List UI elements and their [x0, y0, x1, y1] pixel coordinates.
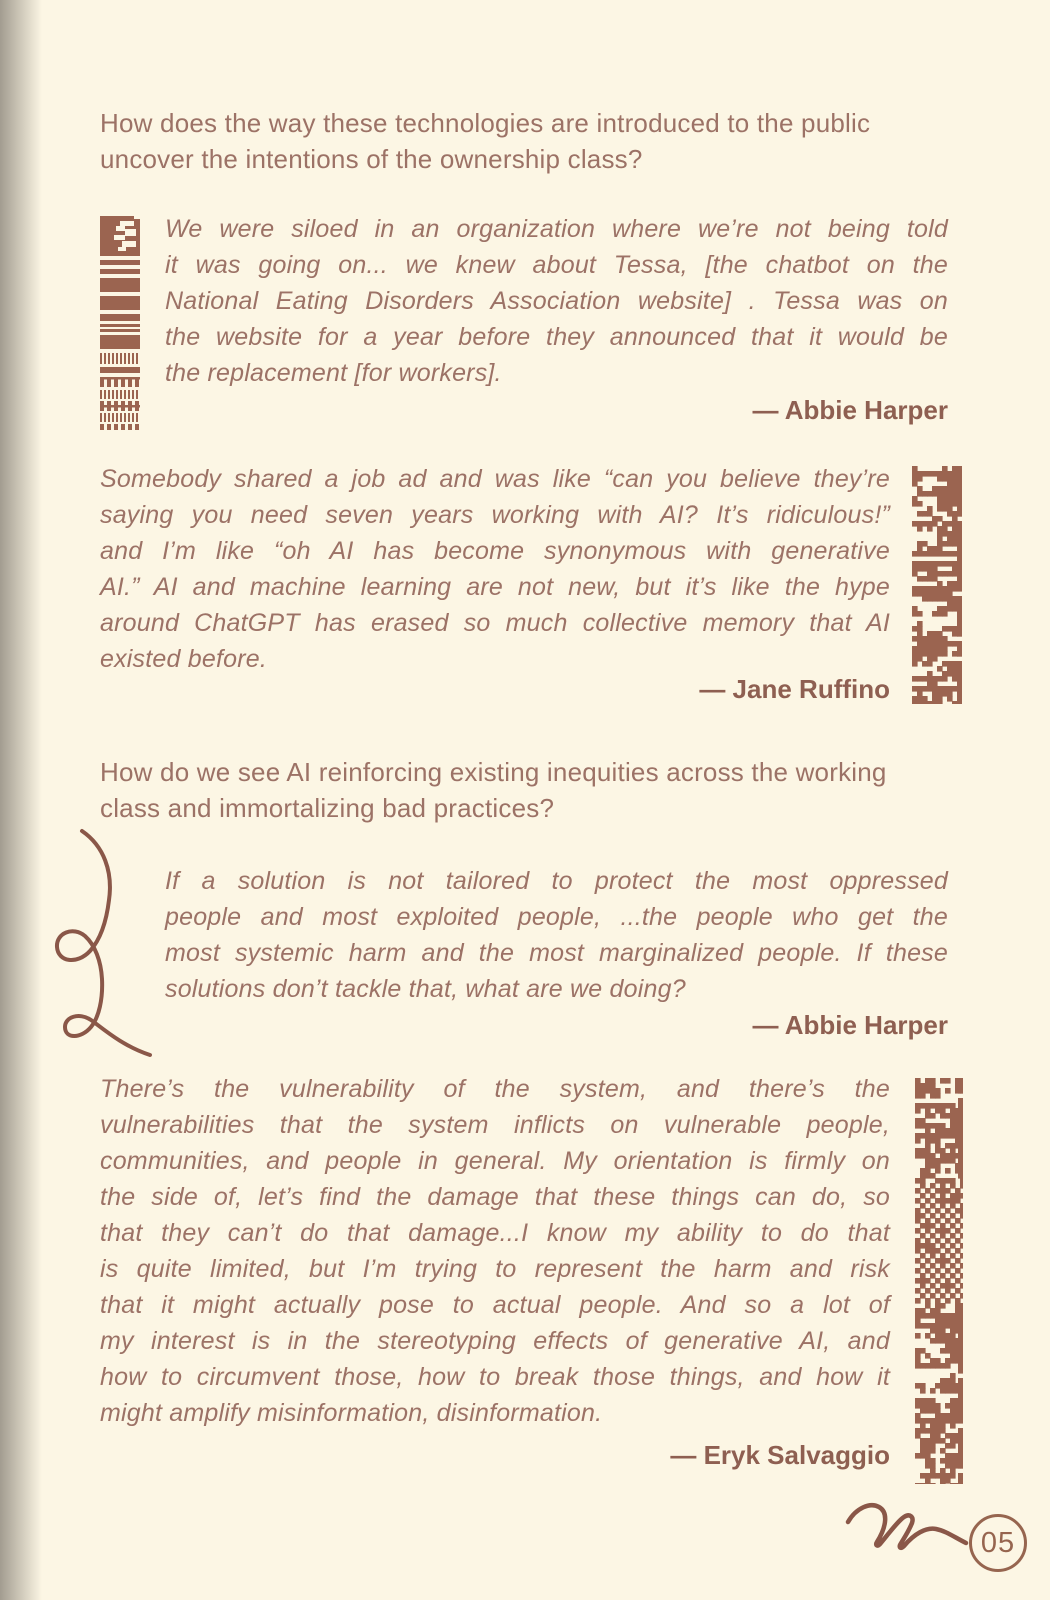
text-line: AI.” AI and machine learning are not new, but it’s like the hype [100, 573, 890, 601]
text-line: is quite limited, but I’m trying to represent the harm and risk [100, 1255, 890, 1283]
text-line: uncover the intentions of the ownership class? [100, 144, 643, 174]
text-line: If a solution is not tailored to protect the most oppressed [165, 867, 948, 895]
text-line: saying you need seven years working with AI? It’s ridiculous!” [100, 501, 890, 529]
handwritten-squiggle-mark-icon [842, 1498, 972, 1558]
text-line: We were siloed in an organization where we’re not being told [165, 215, 948, 243]
page-number-badge [969, 1514, 1027, 1572]
text-line: most systemic harm and the most marginalized people. If these [165, 939, 948, 967]
text-line: vulnerabilities that the system inflicts on vulnerable people, [100, 1111, 890, 1139]
attribution-eryk-salvaggio: — Eryk Salvaggio [670, 1440, 890, 1470]
text-line: the side of, let’s find the damage that these things can do, so [100, 1183, 890, 1211]
text-line: people and most exploited people, ...the people who get the [165, 903, 948, 931]
text-line: class and immortalizing bad practices? [100, 793, 555, 823]
attribution-jane-ruffino: — Jane Ruffino [699, 674, 890, 704]
page-number: 05 [980, 1526, 1016, 1559]
page-fold-shadow [0, 0, 42, 1600]
quote-eryk-salvaggio [100, 1071, 890, 1431]
quote-abbie-harper-2 [165, 863, 948, 1007]
text-line: the replacement [for workers]. [165, 359, 502, 387]
quote-abbie-harper-1 [165, 211, 948, 391]
quote-jane-ruffino [100, 461, 890, 677]
text-line: Somebody shared a job ad and was like “can you believe they’re [100, 465, 890, 493]
text-line: existed before. [100, 645, 267, 673]
text-line: my interest is in the stereotyping effects of generative AI, and [100, 1327, 890, 1355]
text-line: How do we see AI reinforcing existing inequities across the working [100, 757, 887, 787]
attribution-abbie-harper-2: — Abbie Harper [752, 1010, 948, 1040]
question-2 [100, 754, 980, 826]
text-line: how to circumvent those, how to break those things, and how it [100, 1363, 890, 1391]
text-line: and I’m like “oh AI has become synonymous with generative [100, 537, 890, 565]
text-line: the website for a year before they announced that it would be [165, 323, 948, 351]
text-line: might amplify misinformation, disinformation. [100, 1399, 603, 1427]
text-line: around ChatGPT has erased so much collective memory that AI [100, 609, 890, 637]
attribution-abbie-harper-1: — Abbie Harper [752, 395, 948, 425]
text-line: communities, and people in general. My orientation is firmly on [100, 1147, 890, 1175]
glitch-art-strip-right-bottom-icon [915, 1078, 963, 1484]
question-1 [100, 105, 980, 177]
text-line: it was going on... we knew about Tessa, [the chatbot on the [165, 251, 948, 279]
text-line: that they can’t do that damage...I know my ability to do that [100, 1219, 890, 1247]
text-line: that it might actually pose to actual people. And so a lot of [100, 1291, 890, 1319]
text-line: National Eating Disorders Association website] . Tessa was on [165, 287, 948, 315]
curly-line-doodle-icon [50, 828, 158, 1068]
text-line: How does the way these technologies are introduced to the public [100, 108, 871, 138]
text-line: There’s the vulnerability of the system, and there’s the [100, 1075, 890, 1103]
glitch-art-strip-right-top-icon [912, 466, 962, 704]
glitch-art-strip-left-icon [100, 216, 140, 430]
text-line: solutions don’t tackle that, what are we doing? [165, 975, 686, 1003]
